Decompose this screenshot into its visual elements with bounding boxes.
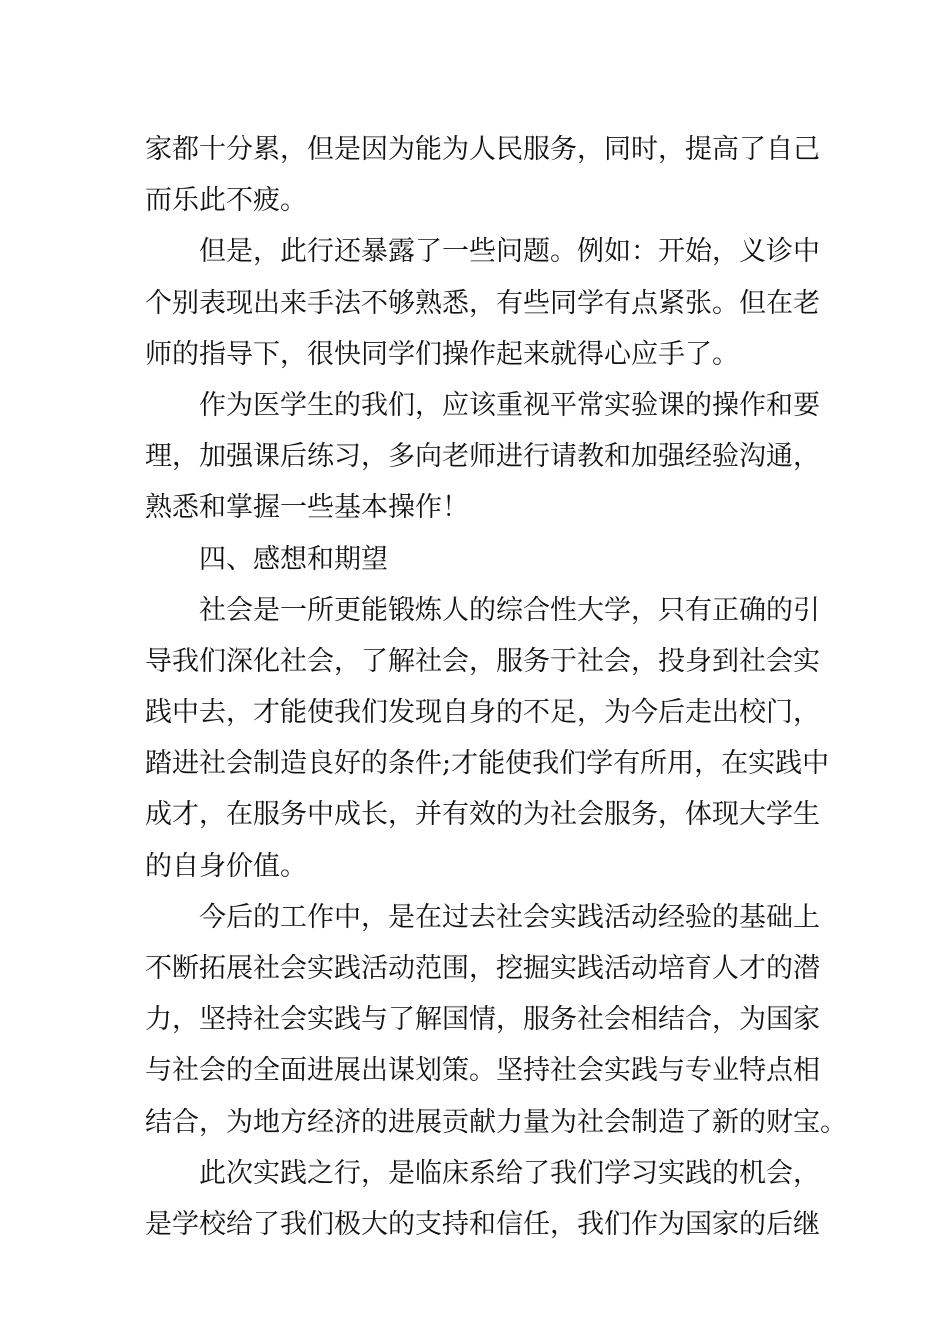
text-line: 而乐此不疲。 — [145, 185, 307, 217]
paragraph-first-line: 此次实践之行，是临床系给了我们学习实践的机会， — [199, 1157, 820, 1189]
paragraph-first-line: 作为医学生的我们，应该重视平常实验课的操作和要 — [199, 389, 820, 421]
text-line: 不断拓展社会实践活动范围，挖掘实践活动培育人才的潜 — [145, 953, 820, 984]
text-line: 与社会的全面进展出谋划策。坚持社会实践与专业特点相 — [145, 1055, 820, 1087]
text-line: 家都十分累，但是因为能为人民服务，同时，提高了自己 — [145, 134, 820, 165]
text-line: 的自身价值。 — [145, 850, 307, 882]
text-line: 师的指导下，很快同学们操作起来就得心应手了。 — [145, 338, 739, 370]
text-line: 践中去，才能使我们发现自身的不足，为今后走出校门， — [145, 697, 820, 729]
section-heading: 四、感想和期望 — [199, 543, 388, 575]
text-line: 是学校给了我们极大的支持和信任，我们作为国家的后继 — [145, 1208, 820, 1240]
paragraph-first-line: 社会是一所更能锻炼人的综合性大学，只有正确的引 — [199, 594, 820, 626]
text-line: 熟悉和掌握一些基本操作！ — [145, 492, 469, 524]
text-line: 踏进社会制造良好的条件;才能使我们学有所用，在实践中 — [145, 748, 830, 780]
text-line: 结合，为地方经济的进展贡献力量为社会制造了新的财宝。 — [145, 1106, 847, 1138]
text-line: 理，加强课后练习，多向老师进行请教和加强经验沟通， — [145, 441, 820, 473]
paragraph-first-line: 但是，此行还暴露了一些问题。例如：开始，义诊中 — [199, 236, 820, 268]
text-line: 个别表现出来手法不够熟悉，有些同学有点紧张。但在老 — [145, 287, 820, 319]
text-line: 成才，在服务中成长，并有效的为社会服务，体现大学生 — [145, 799, 820, 831]
paragraph-first-line: 今后的工作中，是在过去社会实践活动经验的基础上 — [199, 901, 820, 933]
text-line: 导我们深化社会，了解社会，服务于社会，投身到社会实 — [145, 645, 820, 677]
body-text — [145, 124, 847, 1250]
text-line: 力，坚持社会实践与了解国情，服务社会相结合，为国家 — [145, 1004, 820, 1036]
